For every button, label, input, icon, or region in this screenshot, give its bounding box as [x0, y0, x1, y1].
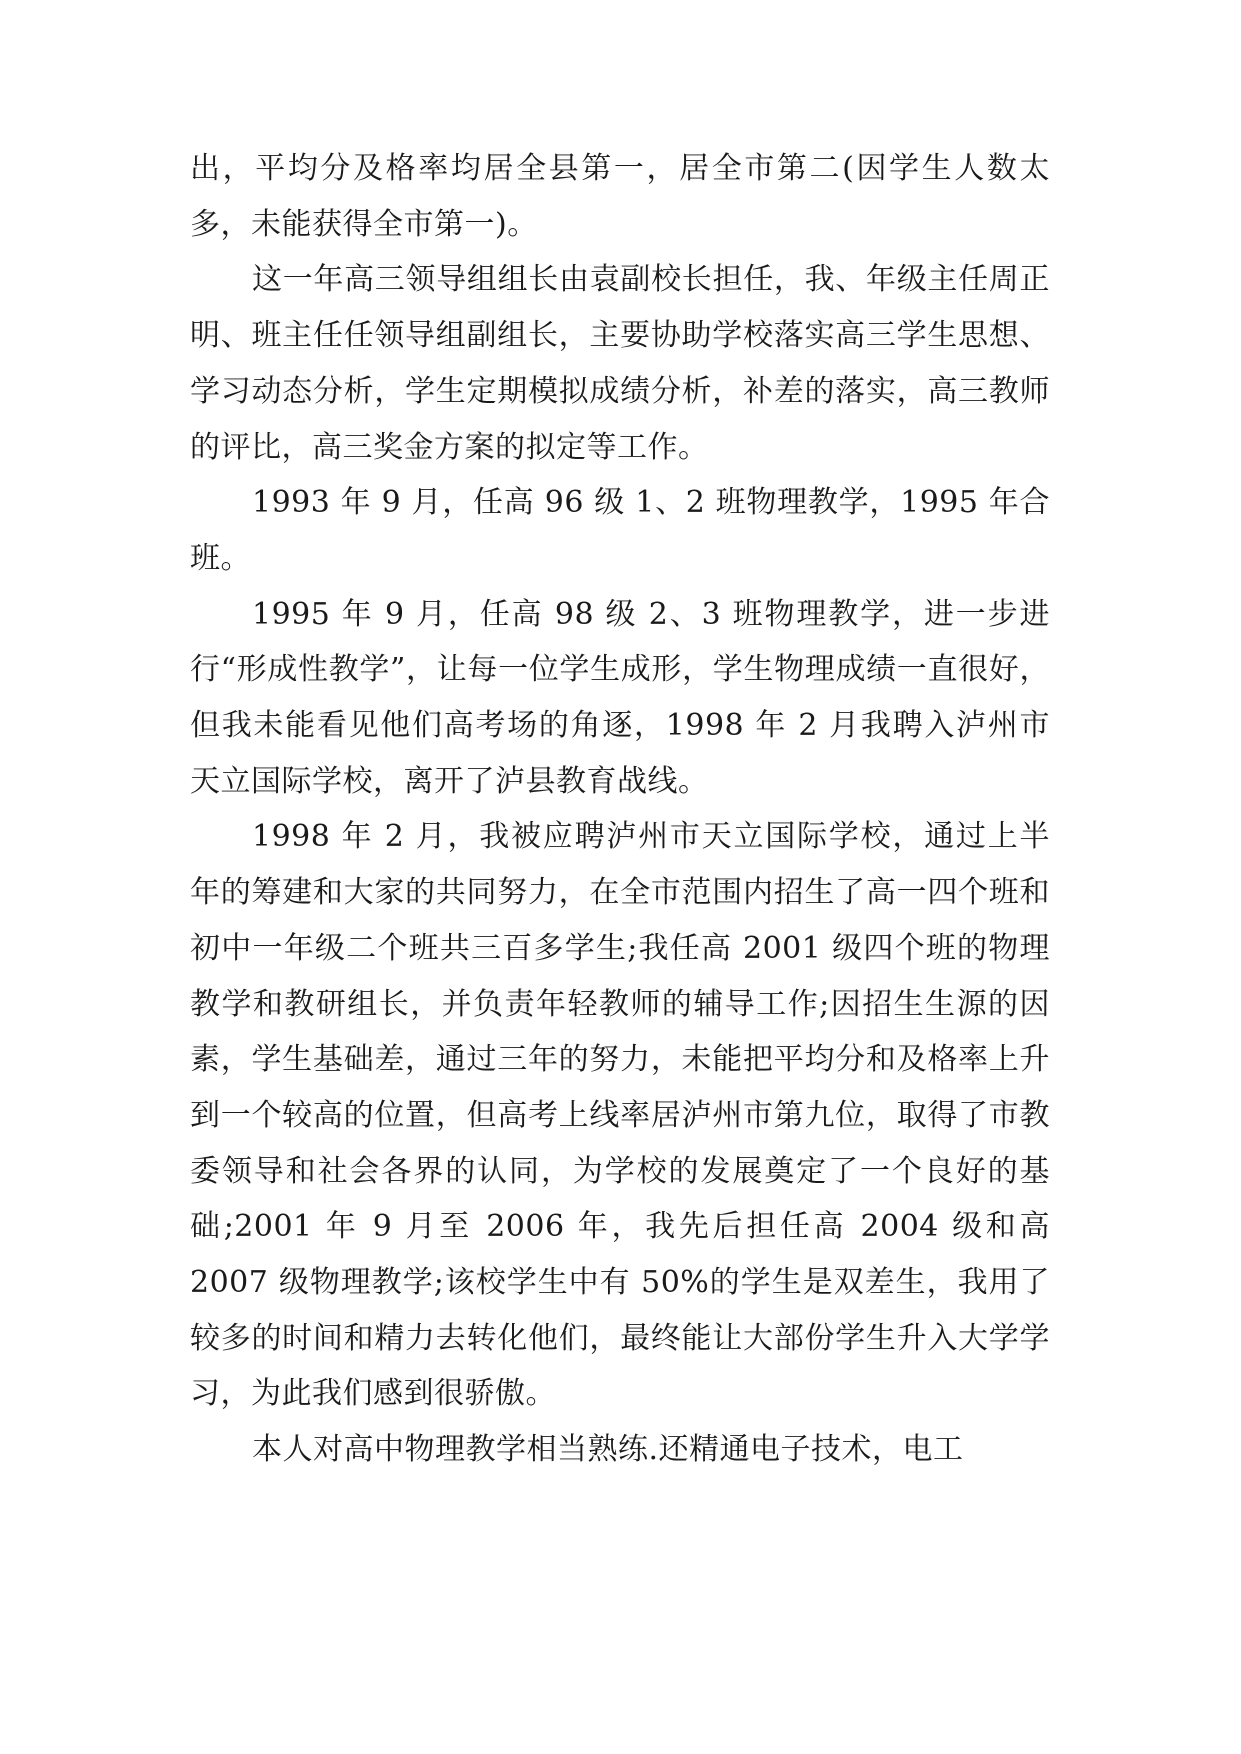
paragraph-1993: 1993 年 9 月，任高 96 级 1、2 班物理教学，1995 年合班。	[190, 485, 1050, 576]
paragraph-continuation: 出，平均分及格率均居全县第一，居全市第二(因学生人数太多，未能获得全市第一)。	[190, 151, 1050, 242]
paragraph-1995: 1995 年 9 月，任高 98 级 2、3 班物理教学，进一步进行“形成性教学”，让每一位学生成形，学生物理成绩一直很好，但我未能看见他们高考场的角逐，1998 年 2 月我聘入泸州市天立国际学校，离开了泸县教育战线。	[190, 596, 1050, 799]
paragraph-skills: 本人对高中物理教学相当熟练.还精通电子技术，电工	[252, 1432, 964, 1468]
document-body	[190, 141, 1050, 1478]
paragraph-1998: 1998 年 2 月，我被应聘泸州市天立国际学校，通过上半年的筹建和大家的共同努力，在全市范围内招生了高一四个班和初中一年级二个班共三百多学生;我任高 2001 级四个班的物理教学和教研组长，并负责年轻教师的辅导工作;因招生生源的因素，学生基础差，通过三年的努力，未能把平均分和及格率上升到一个较高的位置，但高考上线率居泸州市第九位，取得了市教委领导和社会各界的认同，为学校的发展奠定了一个良好的基础;2001 年 9 月至 2006 年，我先后担任高 2004 级和高 2007 级物理教学;该校学生中有 50%的学生是双差生，我用了较多的时间和精力去转化他们，最终能让大部份学生升入大学学习，为此我们感到很骄傲。	[190, 819, 1050, 1412]
paragraph-leadership-group: 这一年高三领导组组长由袁副校长担任，我、年级主任周正明、班主任任领导组副组长，主要协助学校落实高三学生思想、学习动态分析，学生定期模拟成绩分析，补差的落实，高三教师的评比，高三奖金方案的拟定等工作。	[190, 262, 1050, 465]
